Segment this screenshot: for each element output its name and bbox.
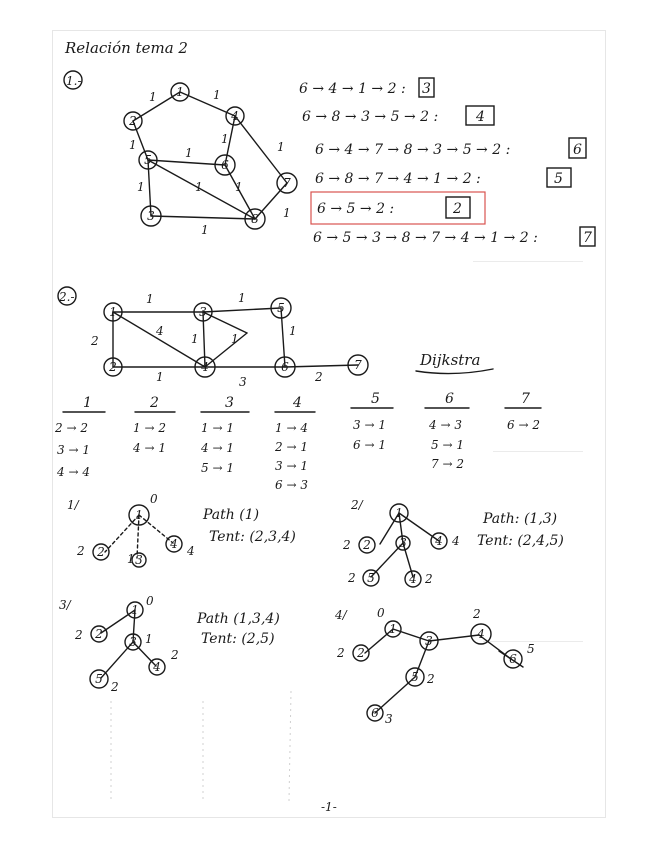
adjacency-columns [54,391,541,492]
svg-text:1: 1 [221,132,229,146]
adjacency-column [132,395,175,455]
svg-text:2: 2 [425,572,433,586]
svg-text:2: 2 [348,571,356,585]
notebook-page [52,30,606,818]
svg-text:2: 2 [337,646,345,660]
step-1 [67,492,296,567]
svg-text:4: 4 [435,534,443,548]
graph-1-node [226,107,244,125]
svg-text:Tent: (2,3,4): Tent: (2,3,4) [209,529,296,545]
svg-text:1: 1 [176,85,184,99]
svg-text:6: 6 [509,652,517,666]
svg-text:6 → 3: 6 → 3 [275,478,308,492]
page-title: Relación tema 2 [65,39,188,57]
svg-text:5: 5 [144,153,152,167]
svg-text:4/: 4/ [335,608,347,622]
svg-text:4: 4 [153,660,161,674]
svg-text:2: 2 [150,395,159,411]
svg-text:3: 3 [225,395,234,411]
svg-text:4: 4 [156,324,164,338]
svg-text:Tent: (2,4,5): Tent: (2,4,5) [477,533,564,549]
svg-text:2: 2 [473,607,481,621]
path-route: 6 → 4 → 7 → 8 → 3 → 5 → 2 : [315,142,511,158]
svg-text:6: 6 [445,391,454,407]
path-cost: 4 [476,109,485,125]
page-number: -1- [321,800,337,814]
svg-text:5: 5 [371,391,380,407]
svg-text:4: 4 [201,360,209,374]
svg-text:2 → 2: 2 → 2 [55,421,88,435]
svg-text:2: 2 [109,360,117,374]
svg-text:7 → 2: 7 → 2 [431,457,464,471]
faint-lines [111,691,291,801]
adjacency-column [351,391,393,452]
svg-text:2: 2 [427,672,435,686]
svg-text:6 → 1: 6 → 1 [353,438,386,452]
svg-text:5: 5 [95,672,103,686]
svg-text:4: 4 [452,534,460,548]
svg-text:3/: 3/ [59,598,71,612]
svg-text:1 → 2: 1 → 2 [133,421,166,435]
svg-text:3: 3 [147,209,155,223]
svg-text:3 → 1: 3 → 1 [353,418,386,432]
svg-text:2: 2 [343,538,351,552]
algorithm-title: Dijkstra [420,351,481,369]
svg-text:4 → 3: 4 → 3 [429,418,462,432]
svg-text:1 → 1: 1 → 1 [201,421,234,435]
path-route: 6 → 5 → 3 → 8 → 7 → 4 → 1 → 2 : [313,230,538,246]
svg-text:2: 2 [77,544,85,558]
svg-text:1: 1 [191,332,199,346]
adjacency-column [274,395,315,492]
svg-text:2: 2 [111,680,119,694]
svg-text:7: 7 [283,176,291,190]
svg-text:4: 4 [409,572,417,586]
path-cost: 2 [453,201,462,217]
svg-text:0: 0 [146,594,154,608]
svg-text:5: 5 [411,670,419,684]
path-list [299,78,595,246]
svg-text:3: 3 [385,712,393,726]
svg-text:1: 1 [395,506,403,520]
svg-text:3: 3 [129,635,137,649]
svg-text:1: 1 [235,180,243,194]
svg-text:1: 1 [127,552,135,566]
svg-text:1: 1 [137,180,145,194]
svg-text:0: 0 [377,606,385,620]
handwritten-notes [53,31,605,817]
svg-text:5 → 1: 5 → 1 [431,438,464,452]
svg-text:2: 2 [357,646,365,660]
step-4 [334,606,535,726]
svg-text:1: 1 [277,140,285,154]
svg-text:4: 4 [231,109,239,123]
svg-text:1: 1 [213,88,221,102]
adjacency-column [54,395,105,479]
svg-text:4: 4 [477,627,485,641]
svg-text:4: 4 [170,537,178,551]
svg-text:1: 1 [131,603,139,617]
svg-text:4 → 1: 4 → 1 [133,441,166,455]
svg-text:3: 3 [425,634,433,648]
svg-text:3 → 1: 3 → 1 [275,459,308,473]
graph-1-node [124,112,142,130]
svg-text:6 → 2: 6 → 2 [507,418,540,432]
svg-text:Tent: (2,5): Tent: (2,5) [201,631,275,647]
svg-text:2: 2 [95,627,103,641]
path-cost: 3 [422,81,431,97]
section-1-label: 1.- [66,74,82,88]
graph-1-node [277,173,297,193]
svg-text:1: 1 [389,622,397,636]
svg-text:4 → 4: 4 → 4 [57,465,90,479]
step-2 [342,498,564,587]
svg-text:1: 1 [201,223,209,237]
svg-text:2: 2 [315,370,323,384]
svg-text:Path (1): Path (1) [203,507,260,523]
svg-text:3 → 1: 3 → 1 [57,443,90,457]
path-cost: 5 [554,171,563,187]
svg-text:5 → 1: 5 → 1 [201,461,234,475]
svg-text:6: 6 [281,360,289,374]
svg-text:4: 4 [293,395,302,411]
svg-text:1: 1 [129,138,137,152]
svg-text:1: 1 [283,206,291,220]
svg-text:Path: (1,3): Path: (1,3) [483,511,558,527]
svg-text:6: 6 [221,158,229,172]
svg-text:4: 4 [187,544,195,558]
svg-text:8: 8 [251,212,259,226]
path-cost: 7 [583,230,592,246]
svg-text:5: 5 [527,642,535,656]
path-route: 6 → 8 → 7 → 4 → 1 → 2 : [315,171,481,187]
svg-text:3: 3 [239,375,247,389]
svg-text:5: 5 [277,301,285,315]
graph-1-node [171,83,189,101]
adjacency-column [200,395,249,475]
bleed-through-marks [473,261,583,642]
svg-text:1: 1 [238,291,246,305]
svg-text:0: 0 [150,492,158,506]
svg-text:2: 2 [97,545,105,559]
svg-text:6: 6 [371,706,379,720]
svg-text:1: 1 [195,180,203,194]
path-cost: 6 [573,142,582,158]
adjacency-column [425,391,469,471]
svg-text:1: 1 [156,370,164,384]
svg-text:2: 2 [75,628,83,642]
svg-text:1/: 1/ [67,498,79,512]
section-1 [64,71,595,246]
svg-text:1 → 4: 1 → 4 [275,421,308,435]
svg-text:2: 2 [363,538,371,552]
adjacency-column [505,391,541,432]
svg-text:1: 1 [289,324,297,338]
svg-text:2: 2 [91,334,99,348]
svg-text:2 → 1: 2 → 1 [275,440,308,454]
svg-text:3: 3 [399,536,407,550]
svg-text:2: 2 [171,648,179,662]
svg-text:1: 1 [149,90,157,104]
svg-text:Path (1,3,4): Path (1,3,4) [197,611,280,627]
svg-text:3: 3 [199,305,207,319]
svg-text:1: 1 [135,508,143,522]
svg-text:7: 7 [354,358,362,372]
title-underline [416,369,493,374]
path-route: 6 → 8 → 3 → 5 → 2 : [302,109,439,125]
path-route: 6 → 5 → 2 : [317,201,395,217]
svg-text:7: 7 [521,391,530,407]
section-2-label: 2.- [59,290,75,304]
svg-text:1: 1 [145,632,153,646]
step-3 [59,594,280,694]
svg-text:1: 1 [146,292,154,306]
svg-text:4 → 1: 4 → 1 [201,441,234,455]
svg-text:3: 3 [135,553,143,567]
svg-text:5: 5 [367,571,375,585]
path-route: 6 → 4 → 1 → 2 : [299,81,406,97]
svg-text:1: 1 [185,146,193,160]
svg-text:1: 1 [231,332,239,346]
svg-text:2: 2 [129,114,137,128]
svg-text:1: 1 [83,395,92,411]
section-2 [54,287,564,726]
svg-text:1: 1 [109,305,117,319]
svg-text:2/: 2/ [351,498,363,512]
